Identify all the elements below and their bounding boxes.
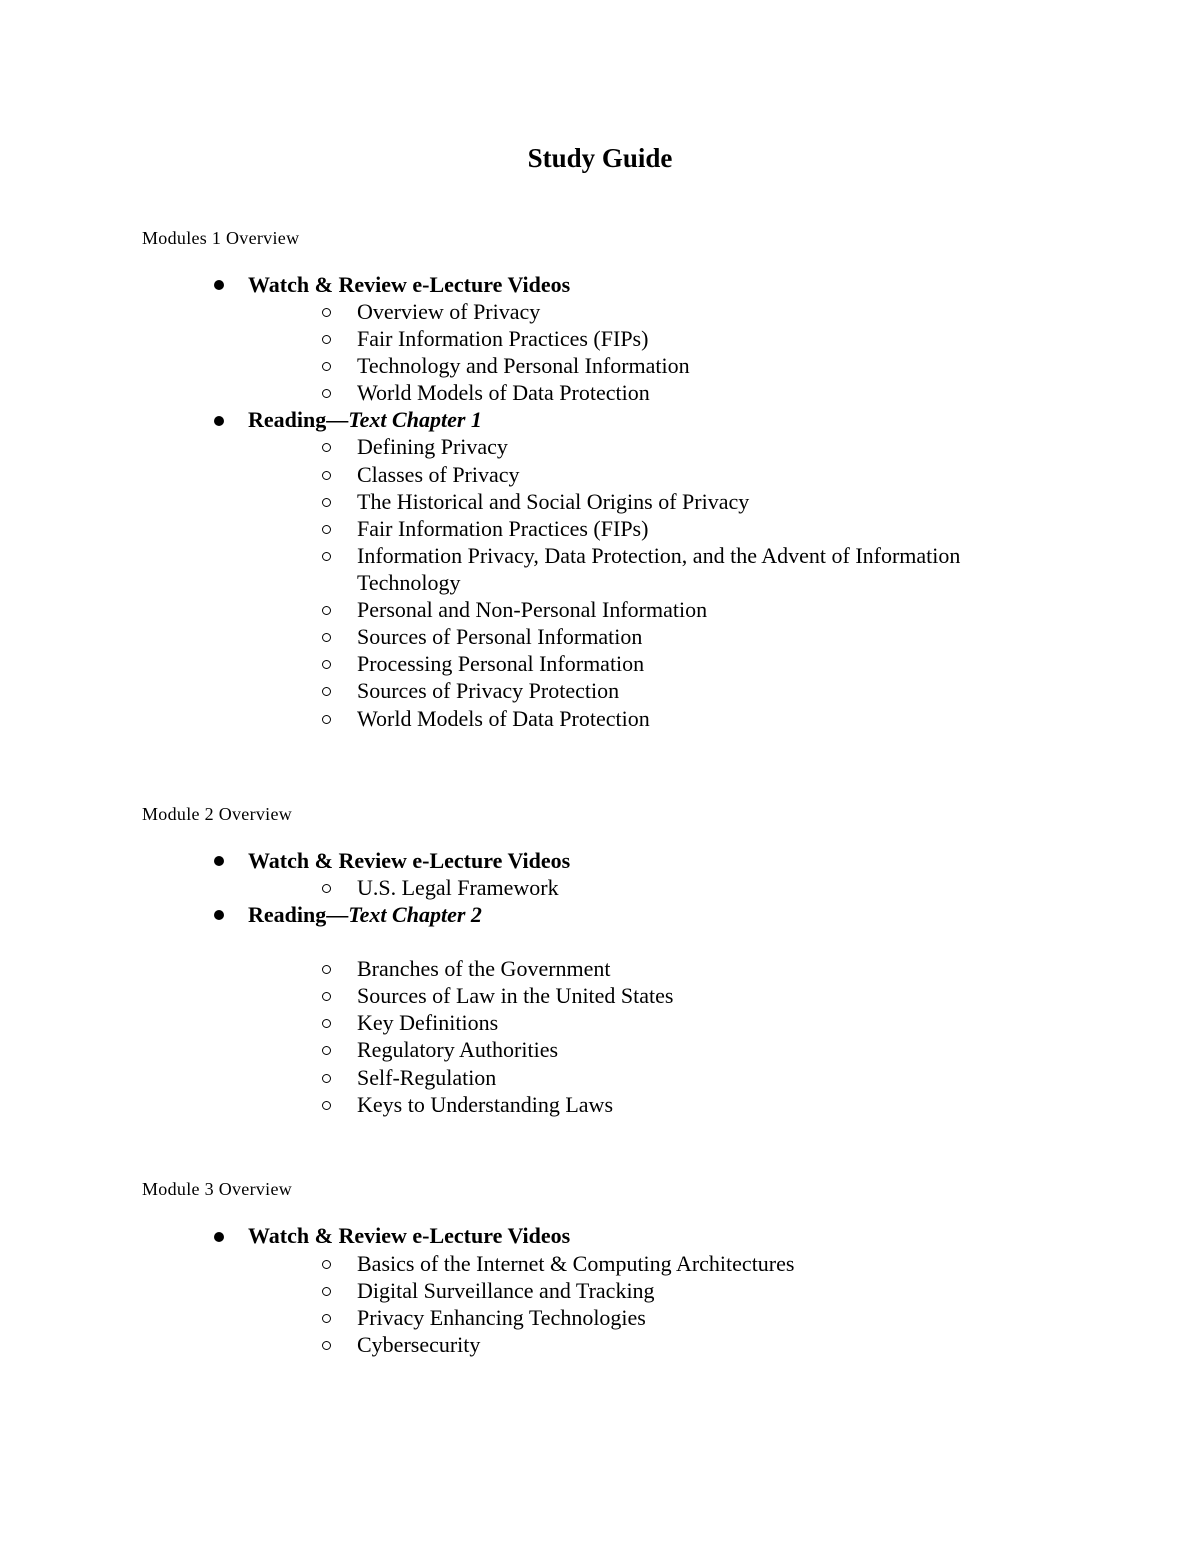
hollow-bullet-icon — [322, 1074, 331, 1083]
hollow-bullet-icon — [322, 308, 331, 317]
hollow-bullet-icon — [322, 443, 331, 452]
list-item: Self-Regulation — [357, 1065, 497, 1090]
hollow-bullet-icon — [322, 1101, 331, 1110]
list-item: Overview of Privacy — [357, 299, 541, 324]
section-label — [248, 901, 482, 928]
chapter-reference: Text Chapter 1 — [348, 407, 482, 432]
list-item: Fair Information Practices (FIPs) — [357, 326, 649, 351]
module-heading: Modules 1 Overview — [142, 228, 300, 248]
hollow-bullet-icon — [322, 660, 331, 669]
list-item: Personal and Non-Personal Information — [357, 597, 708, 622]
hollow-bullet-icon — [322, 1314, 331, 1323]
list-item: Key Definitions — [357, 1010, 499, 1035]
list-item: Sources of Law in the United States — [357, 983, 674, 1008]
hollow-bullet-icon — [322, 992, 331, 1001]
hollow-bullet-icon — [322, 884, 331, 893]
hollow-bullet-icon — [322, 606, 331, 615]
list-item: The Historical and Social Origins of Privacy — [357, 489, 750, 514]
list-item: Fair Information Practices (FIPs) — [357, 516, 649, 541]
section-label-text: Reading— — [248, 407, 349, 432]
hollow-bullet-icon — [322, 362, 331, 371]
hollow-bullet-icon — [322, 687, 331, 696]
hollow-bullet-icon — [322, 1019, 331, 1028]
filled-bullet-icon — [214, 910, 224, 920]
list-item: U.S. Legal Framework — [357, 875, 559, 900]
page-title: Study Guide — [527, 143, 673, 173]
list-item: Information Privacy, Data Protection, and the Advent of Information Technology — [357, 543, 961, 595]
list-item: World Models of Data Protection — [357, 380, 650, 405]
module-heading: Module 3 Overview — [142, 1179, 293, 1199]
hollow-bullet-icon — [322, 498, 331, 507]
hollow-bullet-icon — [322, 335, 331, 344]
hollow-bullet-icon — [322, 1341, 331, 1350]
filled-bullet-icon — [214, 856, 224, 866]
section-label: Watch & Review e-Lecture Videos — [248, 272, 571, 297]
list-item: Sources of Personal Information — [357, 624, 643, 649]
list-item: Keys to Understanding Laws — [357, 1092, 614, 1117]
chapter-reference: Text Chapter 2 — [348, 902, 482, 927]
hollow-bullet-icon — [322, 715, 331, 724]
hollow-bullet-icon — [322, 389, 331, 398]
list-item: Basics of the Internet & Computing Architectures — [357, 1251, 795, 1276]
hollow-bullet-icon — [322, 965, 331, 974]
hollow-bullet-icon — [322, 1046, 331, 1055]
section-label — [248, 406, 482, 433]
list-item: Branches of the Government — [357, 956, 611, 981]
hollow-bullet-icon — [322, 552, 331, 561]
module-heading: Module 2 Overview — [142, 804, 293, 824]
section-label: Watch & Review e-Lecture Videos — [248, 1223, 571, 1248]
list-item: World Models of Data Protection — [357, 706, 650, 731]
list-item: Sources of Privacy Protection — [357, 678, 620, 703]
list-item: Processing Personal Information — [357, 651, 645, 676]
hollow-bullet-icon — [322, 471, 331, 480]
section-label-text: Reading— — [248, 902, 349, 927]
hollow-bullet-icon — [322, 1260, 331, 1269]
filled-bullet-icon — [214, 280, 224, 290]
list-item: Technology and Personal Information — [357, 353, 690, 378]
list-item: Digital Surveillance and Tracking — [357, 1278, 655, 1303]
filled-bullet-icon — [214, 416, 224, 426]
list-item: Defining Privacy — [357, 434, 508, 459]
filled-bullet-icon — [214, 1232, 224, 1242]
section-label: Watch & Review e-Lecture Videos — [248, 848, 571, 873]
hollow-bullet-icon — [322, 633, 331, 642]
list-item: Classes of Privacy — [357, 462, 520, 487]
hollow-bullet-icon — [322, 1287, 331, 1296]
list-item: Regulatory Authorities — [357, 1037, 559, 1062]
hollow-bullet-icon — [322, 525, 331, 534]
list-item: Cybersecurity — [357, 1332, 481, 1357]
list-item: Privacy Enhancing Technologies — [357, 1305, 646, 1330]
